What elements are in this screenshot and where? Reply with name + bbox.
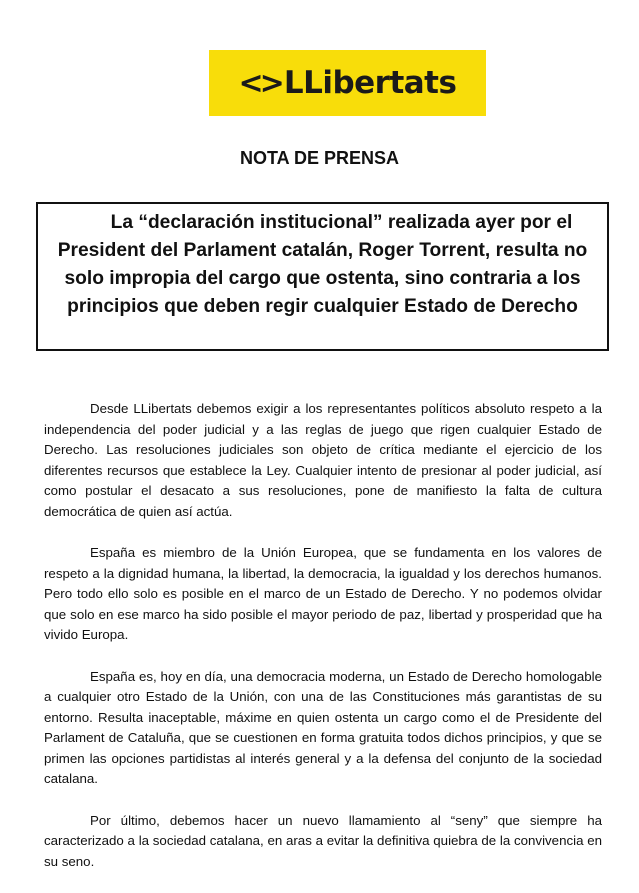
llibertats-logo [209,50,486,116]
paragraph-3: España es, hoy en día, una democracia moderna, un Estado de Derecho homologable a cualquier otro Estado de la Unión, con una de las Constituciones más garantistas de su entorno. Resulta inaceptable, máxime en quien ostenta un cargo como el de Presidente del Parlament de Cataluña, que se cuestionen en forma gratuita todos dichos principios, y que se primen las opciones partidistas al interés general y a la defensa del conjunto de la sociedad catalana. [44,668,602,786]
paragraph-1: Desde LLibertats debemos exigir a los representantes políticos absoluto respeto a la independencia del poder judicial y a las reglas de juego que rigen cualquier Estado de Derecho. Las resoluciones judiciales son objeto de crítica mediante el ejercicio de los diferentes recursos que establece la Ley. Cualquier intento de presionar al poder judicial, así como postular el desacato a sus resoluciones, pone de manifiesto la falta de cultura democrática de quien así actúa. [44,401,602,519]
paragraph-2: España es miembro de la Unión Europea, que se fundamenta en los valores de respeto a la dignidad humana, la libertad, la democracia, la igualdad y los derechos humanos. Pero todo ello solo es posible en el marco de un Estado de Derecho. Y no podemos olvidar que solo en ese marco ha sido posible el mayor periodo de paz, libertad y prosperidad que ha vivido Europa. [44,545,602,642]
logo-chevrons-icon: <> [238,65,281,101]
logo-name: LLibertats [283,65,457,101]
logo-wordmark [239,65,457,101]
press-release-heading: NOTA DE PRENSA [239,148,399,168]
paragraph-4: Por último, debemos hacer un nuevo llamamiento al “seny” que siempre ha caracterizado a la sociedad catalana, en aras a evitar la definitiva quiebra de la convivencia en su seno. [44,812,602,869]
press-release-body [44,399,602,893]
summary-box [36,202,609,351]
summary-text: La “declaración institucional” realizada ayer por el President del Parlament catalán, Roger Torrent, resulta no solo impropia del cargo que ostenta, sino contraria a los principios que deben regir cualquier Estado de Derecho [57,212,588,317]
